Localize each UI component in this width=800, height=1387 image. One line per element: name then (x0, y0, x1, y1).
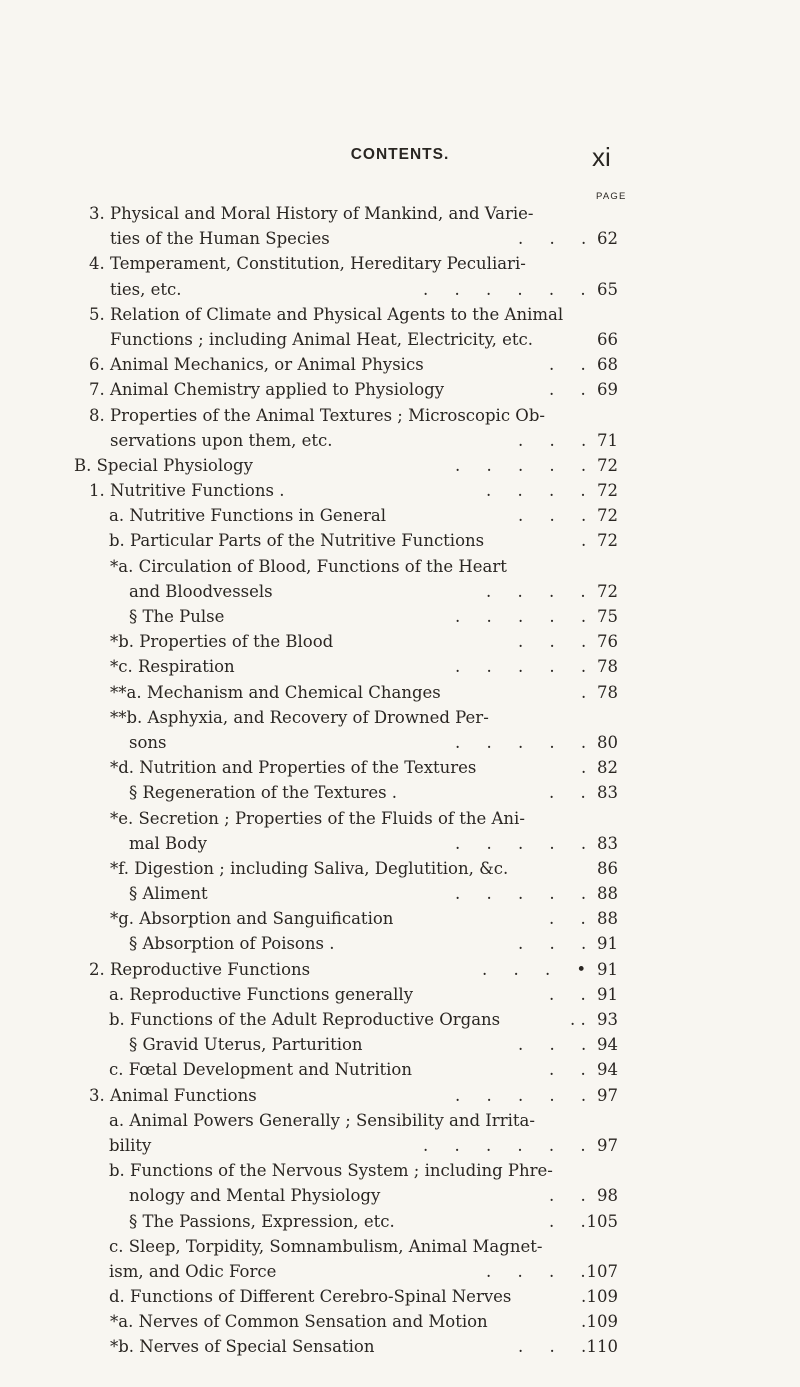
leader-dots: . . (570, 1010, 586, 1029)
toc-entry-text: *e. Secretion ; Properties of the Fluids of the Ani- (110, 808, 525, 828)
toc-entry-text: ism, and Odic Force (109, 1261, 277, 1281)
toc-entry-text: c. Fœtal Development and Nutrition (109, 1060, 412, 1080)
toc-entry (0, 604, 800, 629)
toc-entry-text: 3. Physical and Moral History of Mankind, and Varie- (89, 204, 534, 223)
toc-entry-page: 109 (586, 1287, 618, 1307)
toc-entry-text: Functions ; including Animal Heat, Electricity, etc. (110, 329, 533, 349)
toc-entry-page: 110 (586, 1337, 618, 1357)
leader-dots: . . . • (482, 959, 587, 979)
toc-entry-page: 80 (597, 732, 618, 752)
toc-entry-page: 86 (597, 858, 618, 878)
leader-dots: . . (549, 783, 586, 803)
toc-entry (0, 654, 800, 679)
toc-entry-page: 72 (597, 506, 618, 526)
toc-entry-page: 69 (597, 380, 618, 400)
table-of-contents (0, 201, 800, 1360)
leader-dots: . . (549, 1060, 586, 1080)
toc-entry-page: 82 (597, 758, 618, 778)
toc-entry (0, 730, 800, 755)
leader-dots: . . (549, 355, 586, 375)
toc-entry (0, 1234, 800, 1259)
toc-entry-text: mal Body (129, 833, 207, 853)
toc-entry (0, 982, 800, 1007)
toc-entry-text: b. Functions of the Nervous System ; including Phre- (109, 1161, 553, 1181)
toc-entry (0, 453, 800, 478)
toc-entry-text: 3. Animal Functions (89, 1085, 257, 1105)
toc-entry-page: 72 (597, 481, 618, 501)
leader-dots: . . . . . (455, 732, 587, 752)
leader-dots: . . . . . (455, 657, 587, 677)
leader-dots: . (581, 531, 587, 551)
leader-dots: . . . . . (455, 1085, 587, 1105)
toc-entry-page: 94 (597, 1060, 618, 1080)
toc-entry (0, 831, 800, 856)
toc-entry-page: 91 (597, 959, 618, 979)
toc-entry-text: § Regeneration of the Textures . (129, 783, 398, 803)
toc-entry-text: a. Reproductive Functions generally (109, 984, 414, 1004)
toc-entry-text: c. Sleep, Torpidity, Somnambulism, Animal Magnet- (109, 1236, 543, 1256)
toc-entry-text: b. Functions of the Adult Reproductive Organs (109, 1010, 501, 1029)
toc-entry-text: § Aliment (129, 884, 208, 904)
toc-entry-page: 88 (597, 884, 618, 904)
leader-dots: . . (549, 909, 586, 929)
leader-dots: . . . . . . (423, 279, 586, 299)
toc-entry (0, 1158, 800, 1183)
toc-entry-text: 4. Temperament, Constitution, Hereditary Peculiari- (89, 254, 526, 274)
toc-entry (0, 478, 800, 503)
toc-entry-page: 68 (597, 355, 618, 375)
toc-entry (0, 705, 800, 730)
running-head (0, 142, 800, 172)
toc-entry-page: 66 (597, 329, 618, 349)
toc-entry-text: d. Functions of Different Cerebro-Spinal Nerves (109, 1287, 512, 1307)
toc-entry-page: 91 (597, 934, 618, 954)
leader-dots: . . . . (486, 481, 586, 501)
toc-entry (0, 1083, 800, 1108)
toc-entry-text: 7. Animal Chemistry applied to Physiology (89, 380, 445, 400)
toc-entry-text: b. Particular Parts of the Nutritive Functions (109, 531, 485, 551)
toc-entry (0, 1209, 800, 1234)
toc-entry (0, 327, 800, 352)
toc-entry (0, 806, 800, 831)
toc-entry-page: 78 (597, 682, 618, 702)
leader-dots: . . . (518, 430, 587, 450)
toc-entry (0, 579, 800, 604)
leader-dots: . . . . . (455, 833, 587, 853)
toc-entry-page: 65 (597, 279, 618, 299)
leader-dots: . . . (518, 506, 587, 526)
toc-entry-text: *a. Circulation of Blood, Functions of the Heart (110, 556, 507, 576)
toc-entry (0, 1108, 800, 1133)
toc-entry-text: *b. Properties of the Blood (110, 632, 334, 652)
toc-entry-page: 72 (597, 531, 618, 551)
toc-entry-page: 78 (597, 657, 618, 677)
toc-entry-text: *d. Nutrition and Properties of the Textures (110, 758, 477, 778)
toc-entry-page: 72 (597, 455, 618, 475)
toc-entry-page: 72 (597, 581, 618, 601)
toc-entry (0, 680, 800, 705)
toc-entry (0, 755, 800, 780)
toc-entry-text: 2. Reproductive Functions (89, 959, 311, 979)
leader-dots: . . . . . (455, 455, 587, 475)
toc-entry (0, 906, 800, 931)
toc-entry (0, 1259, 800, 1284)
toc-entry-text: *g. Absorption and Sanguification (110, 909, 394, 929)
leader-dots: . . . (518, 632, 587, 652)
toc-entry (0, 1007, 800, 1032)
toc-entry-page: 83 (597, 833, 618, 853)
toc-entry-page: 75 (597, 607, 618, 626)
toc-entry-page: 94 (597, 1035, 618, 1055)
leader-dots: . . . (518, 229, 587, 249)
toc-entry (0, 1057, 800, 1082)
toc-entry-text: a. Animal Powers Generally ; Sensibility and Irrita- (109, 1110, 535, 1130)
page-folio: xi (592, 142, 611, 172)
toc-entry (0, 403, 800, 428)
page-column-label: PAGE (596, 191, 627, 202)
toc-entry (0, 881, 800, 906)
leader-dots: . (581, 682, 587, 702)
toc-entry (0, 931, 800, 956)
toc-entry (0, 302, 800, 327)
toc-entry-text: 5. Relation of Climate and Physical Agents to the Animal (89, 304, 564, 324)
leader-dots: . . . . (486, 1261, 586, 1281)
toc-entry-text: *a. Nerves of Common Sensation and Motion (110, 1312, 488, 1332)
leader-dots: . . . (518, 1337, 587, 1357)
toc-entry-page: 105 (586, 1211, 618, 1231)
leader-dots: . . . . . (455, 607, 587, 626)
leader-dots: . . (549, 1211, 586, 1231)
toc-entry (0, 226, 800, 251)
leader-dots: . . . . (486, 581, 586, 601)
toc-entry (0, 780, 800, 805)
toc-entry-text: § Absorption of Poisons . (129, 934, 335, 954)
leader-dots: . . (549, 984, 586, 1004)
toc-entry-page: 98 (597, 1186, 618, 1206)
toc-entry-text: servations upon them, etc. (110, 430, 333, 450)
leader-dots: . . . . . . (423, 1135, 586, 1155)
toc-entry (0, 277, 800, 302)
toc-entry-text: *c. Respiration (110, 657, 235, 677)
running-head-title: CONTENTS. (350, 146, 450, 163)
toc-entry (0, 201, 800, 226)
toc-entry (0, 1133, 800, 1158)
toc-entry-text: nology and Mental Physiology (129, 1186, 381, 1206)
toc-entry-text: sons (129, 732, 167, 752)
toc-entry (0, 629, 800, 654)
toc-entry-text: § The Passions, Expression, etc. (129, 1211, 395, 1231)
toc-entry-page: 91 (597, 984, 618, 1004)
leader-dots: . (581, 1287, 587, 1307)
toc-entry-text: ties, etc. (110, 279, 182, 299)
toc-entry (0, 957, 800, 982)
toc-entry-page: 71 (597, 430, 618, 450)
toc-entry-text: ties of the Human Species (110, 229, 330, 249)
toc-entry-text: and Bloodvessels (129, 581, 273, 601)
toc-entry-page: 109 (586, 1312, 618, 1332)
toc-entry-page: 107 (586, 1261, 618, 1281)
toc-entry-text: 8. Properties of the Animal Textures ; Microscopic Ob- (89, 405, 545, 425)
leader-dots: . . (549, 380, 586, 400)
leader-dots: . (581, 1312, 587, 1332)
toc-entry (0, 251, 800, 276)
toc-entry (0, 554, 800, 579)
toc-entry-text: *f. Digestion ; including Saliva, Deglutition, &c. (110, 858, 509, 878)
toc-entry-text: a. Nutritive Functions in General (109, 506, 387, 526)
toc-entry (0, 503, 800, 528)
toc-entry-text: 1. Nutritive Functions . (89, 481, 285, 501)
toc-entry-text: 6. Animal Mechanics, or Animal Physics (89, 355, 424, 375)
toc-entry-text: **a. Mechanism and Chemical Changes (110, 682, 441, 702)
toc-entry (0, 1309, 800, 1334)
toc-entry (0, 1334, 800, 1359)
toc-entry-page: 76 (597, 632, 618, 652)
toc-entry-page: 88 (597, 909, 618, 929)
leader-dots: . . (549, 1186, 586, 1206)
leader-dots: . (581, 758, 587, 778)
leader-dots: . . . . . (455, 884, 587, 904)
toc-entry-text: **b. Asphyxia, and Recovery of Drowned Per- (110, 707, 489, 727)
toc-entry-page: 62 (597, 229, 618, 249)
toc-entry-page: 83 (597, 783, 618, 803)
toc-entry-text: *b. Nerves of Special Sensation (110, 1337, 375, 1357)
toc-entry-text: bility (109, 1135, 152, 1155)
toc-entry-page: 97 (597, 1135, 618, 1155)
leader-dots: . . . (518, 1035, 587, 1055)
toc-entry (0, 856, 800, 881)
toc-entry-text: B. Special Physiology (74, 455, 253, 475)
toc-entry (0, 1284, 800, 1309)
leader-dots: . . . (518, 934, 587, 954)
toc-entry-text: § The Pulse (129, 607, 225, 626)
toc-entry (0, 1032, 800, 1057)
toc-entry (0, 377, 800, 402)
toc-entry (0, 1183, 800, 1208)
toc-entry-page: 97 (597, 1085, 618, 1105)
toc-entry (0, 528, 800, 553)
toc-entry-page: 93 (597, 1010, 618, 1029)
toc-entry-text: § Gravid Uterus, Parturition (129, 1035, 363, 1055)
toc-entry (0, 352, 800, 377)
toc-entry (0, 428, 800, 453)
